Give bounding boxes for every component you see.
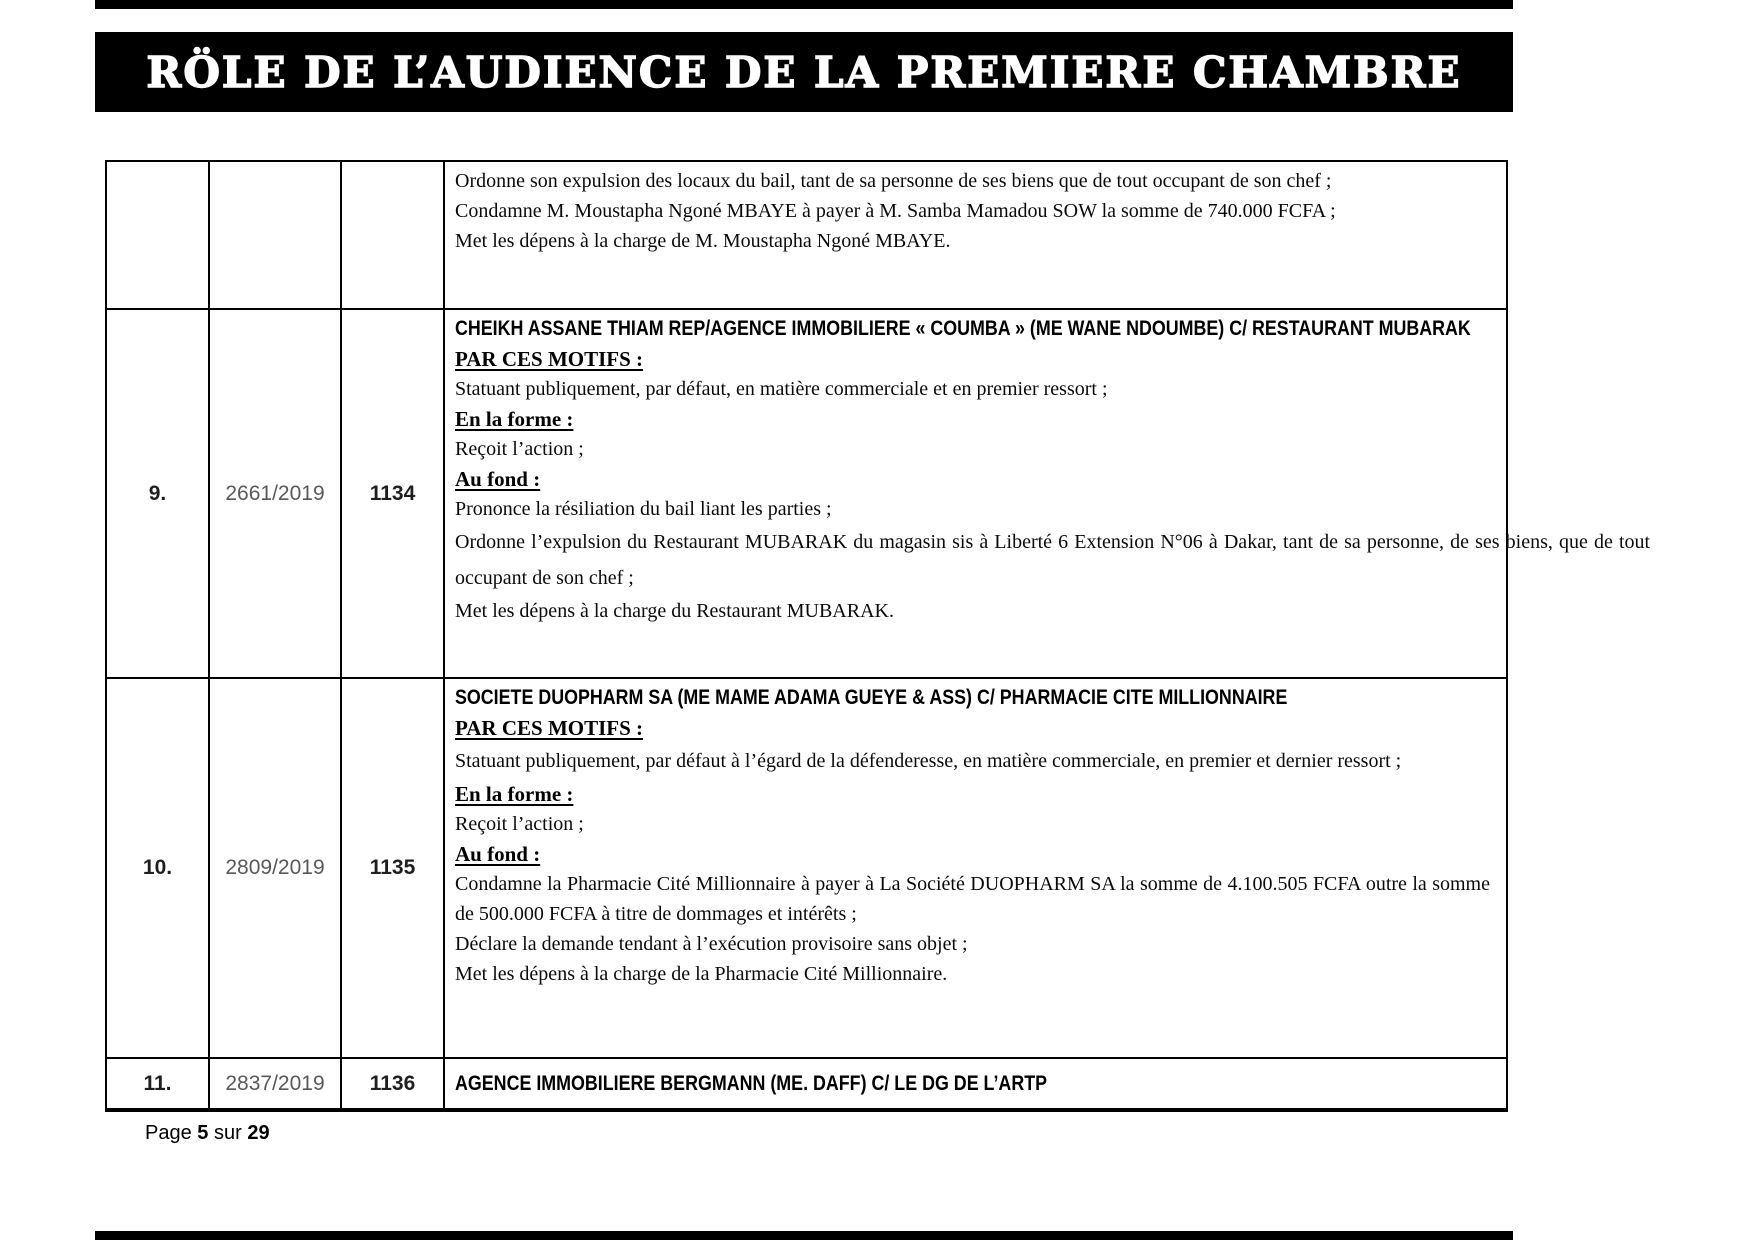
page-footer (145, 1122, 270, 1145)
table-row (107, 308, 1651, 677)
roll-number: 1135 (369, 856, 416, 879)
case-number-cell (210, 162, 342, 308)
roll-number-cell (342, 310, 445, 677)
row-number-cell (107, 679, 210, 1057)
decision-cell (445, 1059, 1506, 1108)
case-number: 2661/2019 (225, 481, 325, 505)
decision-paragraph: Met les dépens à la charge de la Pharmacie Cité Millionnaire. (455, 963, 948, 985)
table-row (107, 162, 1506, 308)
case-number-cell (210, 310, 342, 677)
footer-label-sur: sur (213, 1122, 242, 1144)
case-number: 2809/2019 (225, 856, 325, 879)
case-title: SOCIETE DUOPHARM SA (ME MAME ADAMA GUEYE & ASS) C/ PHARMACIE CITE MILLIONNAIRE (455, 686, 1288, 709)
row-number-cell (107, 162, 210, 308)
decision-paragraph: Déclare la demande tendant à l’exécution provisoire sans objet ; (455, 933, 968, 955)
decision-paragraph: Prononce la résiliation du bail liant les parties ; (455, 498, 832, 520)
section-heading: En la forme : (455, 782, 574, 806)
roll-number-cell (342, 1059, 445, 1108)
decision-paragraph: Condamne M. Moustapha Ngoné MBAYE à payer à M. Samba Mamadou SOW la somme de 740.000 FCFA ; (455, 200, 1336, 222)
case-table (105, 160, 1651, 1112)
section-heading: Au fond : (455, 842, 541, 866)
case-number: 2837/2019 (225, 1071, 325, 1095)
decision-cell (445, 679, 1506, 1057)
row-number: 10. (142, 856, 173, 879)
table-row (107, 677, 1506, 1057)
decision-paragraph: Ordonne son expulsion des locaux du bail, tant de sa personne de ses biens que de tout occupant de son chef ; (455, 170, 1332, 192)
table-row (107, 1057, 1506, 1108)
decision-paragraph: Met les dépens à la charge du Restaurant MUBARAK. (455, 600, 894, 622)
roll-number: 1134 (369, 481, 416, 505)
section-heading: PAR CES MOTIFS : (455, 716, 644, 740)
decision-cell (445, 310, 1666, 677)
decision-paragraph: Ordonne l’expulsion du Restaurant MUBARAK du magasin sis à Liberté 6 Extension N°06 à Dakar, tant de sa personne, de ses biens, que de tout occupant de son chef ; (455, 531, 1651, 589)
bottom-black-strip (95, 1231, 1513, 1240)
decision-cell (445, 162, 1506, 308)
banner-title: RÖLE DE L’AUDIENCE DE LA PREMIERE CHAMBRE (146, 47, 1462, 97)
section-heading: PAR CES MOTIFS : (455, 347, 644, 371)
case-number-cell (210, 1059, 342, 1108)
row-number: 11. (143, 1071, 172, 1095)
case-number-cell (210, 679, 342, 1057)
decision-paragraph: Met les dépens à la charge de M. Moustapha Ngoné MBAYE. (455, 230, 951, 252)
decision-paragraph: Condamne la Pharmacie Cité Millionnaire à payer à La Société DUOPHARM SA la somme de 4.100.505 FCFA outre la somme de 500.000 FCFA à titre de dommages et intérêts ; (455, 873, 1490, 925)
footer-label-page: Page (145, 1122, 192, 1144)
top-black-strip (95, 0, 1513, 9)
decision-paragraph: Statuant publiquement, par défaut à l’égard de la défenderesse, en matière commerciale, en premier et dernier ressort ; (455, 750, 1402, 772)
case-title: CHEIKH ASSANE THIAM REP/AGENCE IMMOBILIERE « COUMBA » (ME WANE NDOUMBE) C/ RESTAURANT MUBARAK (455, 317, 1471, 340)
section-heading: En la forme : (455, 407, 574, 431)
decision-paragraph: Reçoit l’action ; (455, 438, 584, 460)
footer-page-total: 29 (247, 1122, 270, 1144)
case-title: AGENCE IMMOBILIERE BERGMANN (ME. DAFF) C/ LE DG DE L’ARTP (455, 1071, 1048, 1095)
section-heading: Au fond : (455, 467, 541, 491)
footer-page-current: 5 (197, 1122, 209, 1144)
roll-number: 1136 (369, 1071, 416, 1095)
row-number-cell (107, 310, 210, 677)
decision-paragraph: Reçoit l’action ; (455, 813, 584, 835)
decision-paragraph: Statuant publiquement, par défaut, en matière commerciale et en premier ressort ; (455, 378, 1108, 400)
header-banner (95, 32, 1513, 112)
roll-number-cell (342, 679, 445, 1057)
roll-number-cell (342, 162, 445, 308)
row-number: 9. (148, 481, 167, 505)
row-number-cell (107, 1059, 210, 1108)
